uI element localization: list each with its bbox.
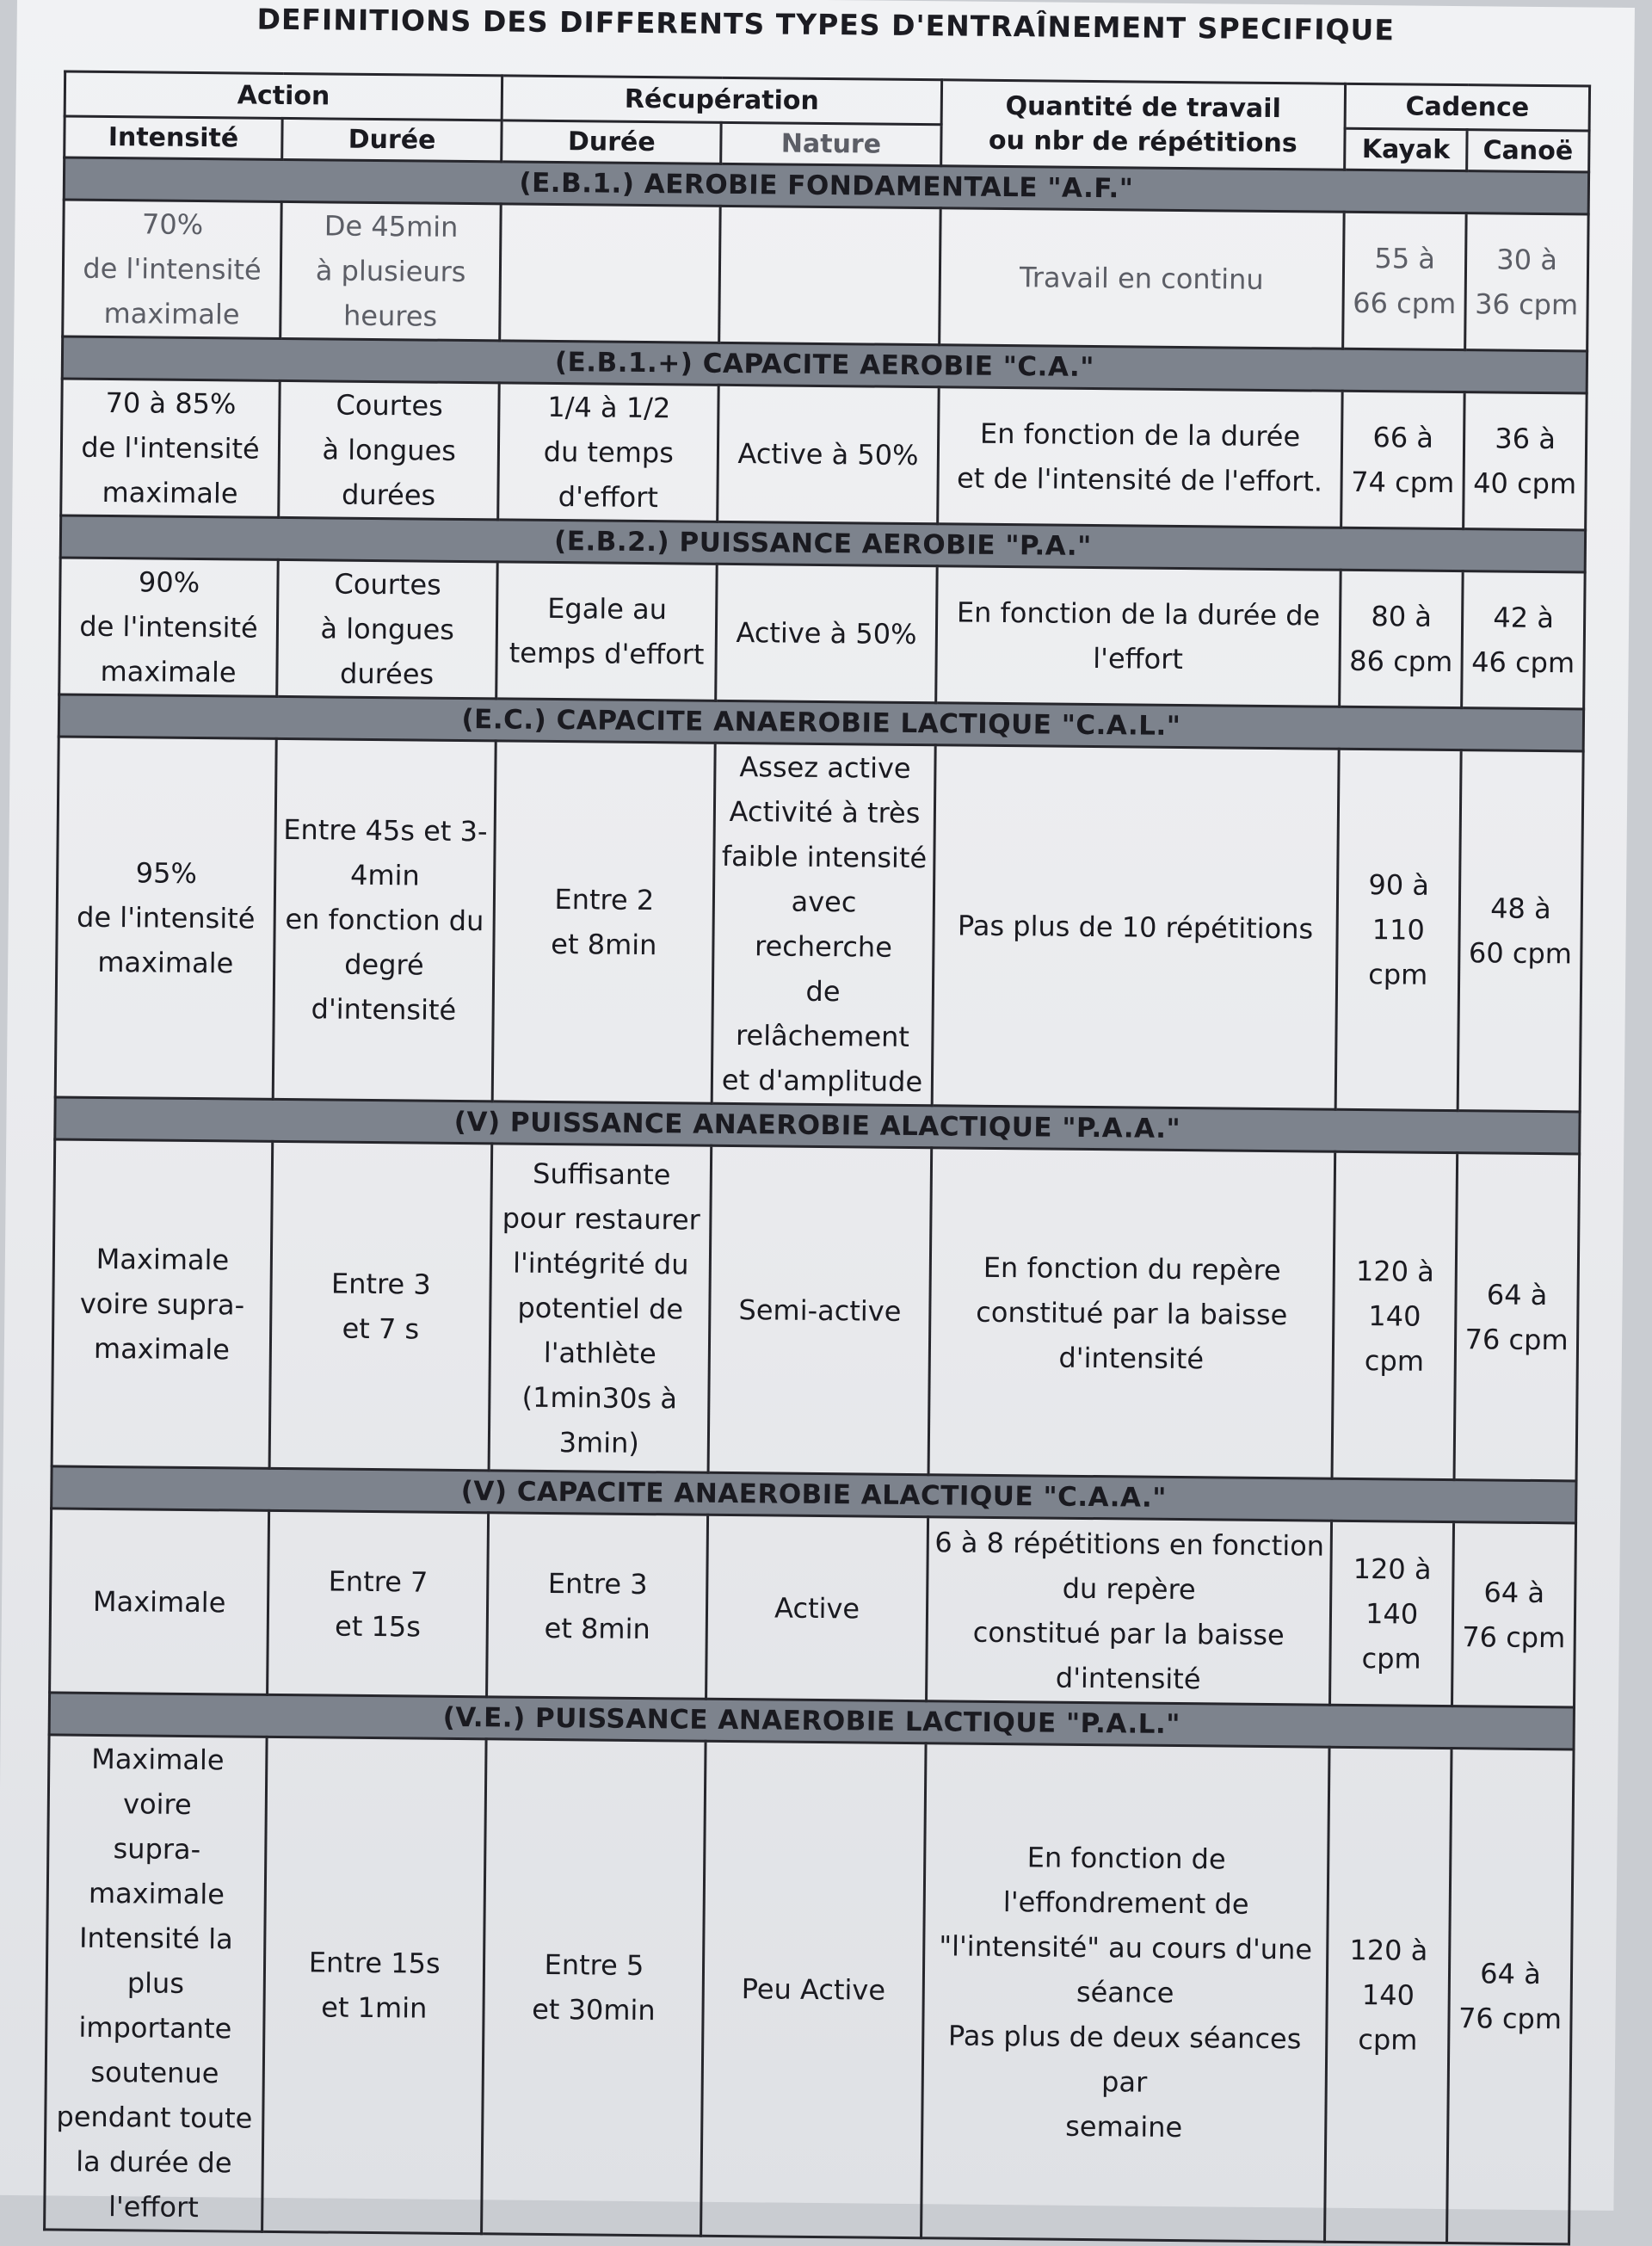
cell-line: semaine — [1065, 2109, 1183, 2144]
cell-line: de l'intensité — [83, 251, 262, 287]
cell-line: Active — [774, 1591, 860, 1625]
cell-line: soutenue — [90, 2055, 219, 2090]
document-title: DEFINITIONS DES DIFFERENTS TYPES D'ENTRAÎNEMENT SPECIFIQUE — [256, 2, 1396, 47]
cell-canoe — [1447, 1749, 1574, 2244]
cell-nature — [701, 1741, 926, 2237]
cell-line: 4min — [349, 858, 420, 892]
cell-intensite — [55, 737, 276, 1099]
cell-line: à plusieurs — [315, 254, 466, 288]
cell-line: à longues — [322, 433, 457, 467]
cell-line: Maximale — [96, 1242, 230, 1276]
cell-line: cpm — [1364, 1343, 1425, 1378]
cell-line: durées — [341, 478, 436, 512]
header-cadence: Cadence — [1345, 83, 1589, 131]
cell-line: Semi-active — [738, 1293, 902, 1328]
cell-quantite — [939, 208, 1344, 349]
table-row — [55, 737, 1583, 1112]
cell-line: 76 cpm — [1464, 1322, 1569, 1356]
section-title: (E.B.2.) PUISSANCE AEROBIE "P.A." — [60, 515, 1585, 572]
table-row — [59, 558, 1585, 709]
cell-recup-duree — [489, 1144, 712, 1472]
header-nature: Nature — [721, 122, 941, 165]
cell-kayak — [1330, 1521, 1454, 1706]
cell-line: avec recherche — [754, 885, 893, 964]
cell-line: 36 à — [1495, 422, 1556, 456]
cell-duree — [262, 1737, 487, 2233]
cell-line: supra-maximale — [88, 1832, 225, 1911]
cell-line: de l'intensité — [79, 609, 258, 645]
cell-line: 55 à — [1374, 242, 1436, 275]
cell-line: potentiel de — [517, 1291, 684, 1325]
cell-line: et de l'intensité de l'effort. — [956, 461, 1323, 498]
cell-canoe — [1458, 750, 1583, 1112]
table-row — [61, 379, 1587, 530]
cell-duree — [268, 1510, 489, 1696]
table-row — [45, 1735, 1574, 2244]
cell-line: Maximale voire — [91, 1742, 225, 1822]
cell-duree — [269, 1141, 492, 1470]
cell-line: Entre 45s et 3- — [283, 812, 488, 848]
cell-line: De 45min — [324, 209, 459, 244]
cell-line: et d'amplitude — [721, 1063, 923, 1099]
cell-line: et 8min — [544, 1611, 650, 1645]
cell-line: Maximale — [92, 1584, 226, 1619]
cell-line: En fonction du repère — [983, 1250, 1281, 1287]
cell-line: 140 — [1361, 1978, 1415, 2012]
cell-canoe — [1462, 571, 1585, 709]
cell-line: l'effort — [1093, 642, 1184, 676]
cell-intensite — [45, 1735, 268, 2231]
cell-line: 76 cpm — [1462, 1620, 1566, 1654]
cell-line: Entre 3 — [547, 1566, 648, 1601]
cell-line: l'effondrement de — [1002, 1885, 1249, 1921]
cell-line: maximale — [100, 654, 237, 689]
cell-intensite — [52, 1139, 273, 1468]
cell-line: Entre 2 — [554, 883, 655, 917]
cell-line: Courtes — [336, 388, 443, 423]
cell-line: et 8min — [551, 927, 657, 962]
header-intensite: Intensité — [65, 116, 283, 159]
section-title: (E.B.1.) AEROBIE FONDAMENTALE "A.F." — [64, 157, 1588, 214]
cell-line: 64 à — [1483, 1575, 1545, 1609]
cell-line: maximale — [102, 475, 238, 510]
cell-line: d'intensité — [311, 992, 457, 1027]
header-quantite-line1: Quantité de travail — [1005, 90, 1282, 124]
cell-line: Pas plus de deux séances par — [947, 2019, 1302, 2099]
cell-line: degré — [344, 947, 424, 982]
cell-line: Travail en continu — [1019, 261, 1264, 296]
cell-kayak — [1341, 391, 1464, 528]
section-title: (E.C.) CAPACITE ANAEROBIE LACTIQUE "C.A.L." — [59, 694, 1583, 751]
cell-line: Egale au — [547, 591, 668, 626]
cell-line: 76 cpm — [1458, 2002, 1563, 2036]
training-table — [43, 71, 1591, 2246]
table-row — [63, 200, 1588, 351]
cell-line: et 1min — [321, 1990, 428, 2025]
cell-line: 140 — [1368, 1299, 1421, 1333]
cell-line: 3min) — [558, 1425, 640, 1459]
cell-line: Active à 50% — [736, 616, 917, 651]
cell-line: d'intensité — [1058, 1341, 1205, 1375]
cell-line: 86 cpm — [1349, 644, 1453, 679]
cell-line: 90 à — [1368, 868, 1430, 902]
cell-line: constitué par la baisse — [976, 1295, 1288, 1331]
cell-line: Activité à très — [729, 794, 921, 830]
cell-line: maximale — [97, 945, 234, 980]
cell-intensite — [50, 1509, 269, 1694]
cell-line: Assez active — [739, 750, 911, 785]
cell-line: d'effort — [558, 480, 659, 515]
cell-duree — [279, 380, 500, 519]
cell-line: à longues — [320, 612, 455, 646]
cell-recup-duree — [487, 1513, 708, 1699]
cell-line: Active à 50% — [737, 437, 919, 472]
cell-line: séance — [1076, 1975, 1174, 2009]
cell-line: constitué par la baisse — [972, 1615, 1285, 1651]
cell-line: l'effort — [108, 2190, 199, 2224]
cell-line: 64 à — [1486, 1277, 1548, 1311]
cell-line: (1min30s à — [521, 1380, 678, 1415]
cell-canoe — [1464, 392, 1587, 530]
cell-line: en fonction du — [285, 903, 484, 938]
header-action: Action — [65, 71, 502, 120]
table-row — [50, 1509, 1576, 1707]
cell-line: 46 cpm — [1470, 645, 1575, 680]
cell-line: 36 cpm — [1474, 287, 1579, 322]
cell-canoe — [1452, 1522, 1576, 1707]
cell-line: 74 cpm — [1351, 465, 1455, 500]
cell-line: 120 à — [1349, 1933, 1428, 1967]
cell-kayak — [1335, 749, 1461, 1110]
cell-quantite — [935, 566, 1341, 707]
header-canoe: Canoë — [1467, 130, 1589, 172]
cell-line: et 30min — [532, 1992, 656, 2027]
cell-recup-duree — [498, 383, 719, 521]
cell-intensite — [63, 200, 282, 338]
cell-intensite — [59, 558, 279, 696]
header-duree-action: Durée — [282, 118, 502, 161]
cell-nature — [719, 206, 940, 344]
cell-quantite — [921, 1743, 1329, 2242]
section-title: (V) PUISSANCE ANAEROBIE ALACTIQUE "P.A.A." — [55, 1097, 1580, 1154]
cell-canoe — [1465, 213, 1588, 351]
cell-line: 42 à — [1493, 601, 1555, 635]
cell-line: cpm — [1358, 2023, 1418, 2057]
cell-line: de relâchement — [735, 974, 910, 1053]
cell-line: maximale — [93, 1331, 231, 1366]
cell-line: 140 — [1365, 1596, 1419, 1631]
cell-nature — [718, 385, 939, 523]
cell-line: Courtes — [334, 567, 441, 602]
cell-line — [505, 272, 715, 274]
cell-line: 66 à — [1372, 421, 1434, 454]
cell-line: Intensité la — [78, 1921, 233, 1956]
cell-line: Entre 5 — [544, 1947, 644, 1983]
cell-nature — [709, 1145, 932, 1474]
cell-line: Peu Active — [741, 1972, 886, 2007]
cell-nature — [716, 564, 937, 702]
cell-intensite — [61, 379, 280, 517]
cell-duree — [277, 559, 498, 698]
cell-quantite — [928, 1148, 1335, 1478]
cell-recup-duree — [492, 741, 715, 1103]
cell-line: "l'intensité" au cours d'une — [939, 1929, 1313, 1966]
cell-kayak — [1340, 570, 1463, 707]
header-duree-recup: Durée — [502, 120, 722, 164]
cell-line: d'intensité — [1055, 1661, 1201, 1695]
cell-recup-duree — [500, 204, 721, 342]
cell-nature — [712, 743, 935, 1105]
cell-kayak — [1343, 212, 1466, 349]
cell-kayak — [1325, 1747, 1452, 2243]
section-title: (V) CAPACITE ANAEROBIE ALACTIQUE "C.A.A." — [52, 1466, 1576, 1523]
cell-line: 30 à — [1496, 243, 1558, 277]
cell-line: durées — [339, 657, 435, 691]
cell-line: Entre 7 — [328, 1564, 428, 1599]
header-kayak: Kayak — [1345, 128, 1467, 170]
cell-line: Entre 15s — [308, 1946, 441, 1980]
cell-line: 40 cpm — [1472, 466, 1577, 501]
cell-line: la durée de — [76, 2144, 232, 2180]
cell-line: du repère — [1062, 1571, 1196, 1606]
cell-line: Suffisante — [532, 1157, 671, 1191]
cell-line: 70% — [141, 207, 204, 242]
cell-line: En fonction de la durée — [979, 416, 1301, 454]
table-body — [45, 157, 1589, 2244]
header-quantite — [940, 80, 1345, 170]
cell-line: de l'intensité — [76, 900, 256, 935]
cell-line: 90% — [138, 565, 200, 600]
cell-line: 6 à 8 répétitions en fonction — [934, 1525, 1325, 1563]
cell-line: cpm — [1361, 1641, 1421, 1675]
cell-line: plus importante — [78, 1966, 232, 2045]
cell-nature — [706, 1515, 928, 1700]
section-title: (E.B.1.+) CAPACITE AEROBIE "C.A." — [62, 336, 1587, 393]
cell-line: 64 à — [1480, 1957, 1541, 1991]
cell-kayak — [1332, 1151, 1458, 1479]
cell-recup-duree — [482, 1739, 706, 2236]
cell-line: maximale — [103, 296, 240, 331]
cell-line: Pas plus de 10 répétitions — [957, 909, 1314, 946]
cell-line: pendant toute — [56, 2100, 253, 2135]
cell-line: et 7 s — [342, 1311, 420, 1346]
cell-line: 80 à — [1371, 600, 1433, 633]
cell-line: 110 cpm — [1368, 913, 1428, 991]
cell-line: voire supra- — [79, 1287, 245, 1322]
cell-duree — [280, 201, 502, 340]
cell-line: En fonction de la durée de — [956, 595, 1321, 632]
header-quantite-line2: ou nbr de répétitions — [988, 125, 1298, 158]
cell-line: l'intégrité du — [512, 1246, 689, 1281]
cell-line: du temps — [543, 435, 675, 470]
cell-line: 70 à 85% — [105, 386, 237, 421]
cell-line: faible intensité — [721, 839, 928, 875]
cell-line: En fonction de — [1026, 1841, 1226, 1876]
cell-line: 48 à — [1489, 892, 1551, 926]
cell-line: 1/4 à 1/2 — [547, 390, 671, 425]
cell-quantite — [926, 1517, 1332, 1705]
cell-line: heures — [342, 299, 438, 333]
cell-quantite — [932, 745, 1340, 1109]
cell-line: 60 cpm — [1468, 936, 1573, 971]
cell-line: pour restaurer — [502, 1200, 700, 1237]
cell-duree — [273, 738, 496, 1101]
cell-line: l'athlète — [543, 1336, 656, 1370]
cell-line: 120 à — [1353, 1552, 1432, 1586]
cell-line: 95% — [135, 856, 198, 891]
cell-line: 66 cpm — [1353, 286, 1457, 321]
cell-recup-duree — [496, 562, 718, 700]
cell-quantite — [937, 387, 1342, 528]
cell-line — [724, 275, 934, 276]
header-recuperation: Récupération — [502, 76, 941, 125]
table-row — [52, 1139, 1580, 1481]
cell-line: de l'intensité — [81, 430, 260, 466]
cell-canoe — [1454, 1153, 1580, 1481]
cell-line: et 15s — [334, 1609, 422, 1644]
section-title: (V.E.) PUISSANCE ANAEROBIE LACTIQUE "P.A.L." — [49, 1693, 1574, 1749]
cell-line: 120 à — [1355, 1254, 1435, 1288]
cell-line: Entre 3 — [330, 1267, 431, 1301]
cell-line: temps d'effort — [509, 636, 705, 671]
